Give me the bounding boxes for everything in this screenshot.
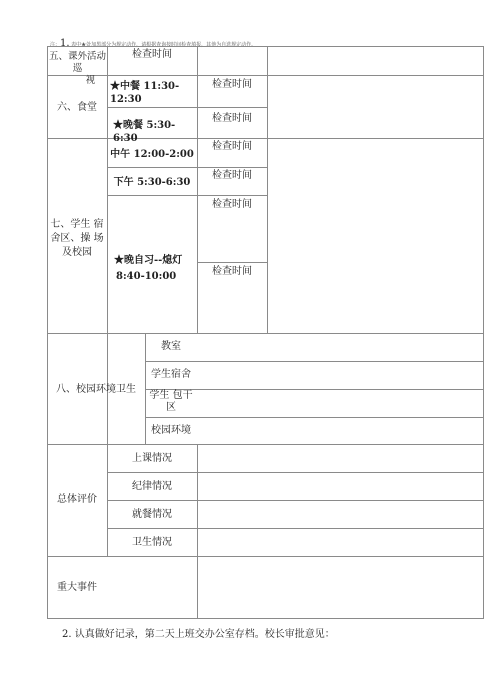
row-divider: [47, 75, 484, 76]
section-5-label-line1: 五、课外活动 巡: [48, 51, 106, 74]
note-prefix: 注：: [50, 42, 61, 48]
section-5-label-line2: 视: [85, 75, 96, 86]
dining-status-label: 就餐情况: [132, 509, 172, 520]
noon-time: 中午 12:00-2:00: [110, 149, 194, 160]
row-divider: [47, 444, 484, 445]
row-divider: [47, 556, 484, 557]
assigned-area-label: [145, 390, 197, 414]
row-divider: [107, 195, 267, 196]
dormitory-label: 学生宿舍: [151, 369, 191, 380]
section-7-label-line3: 及校园: [62, 247, 92, 258]
row-divider: [145, 361, 484, 362]
dinner-time: ★晚餐 5:30-6:30: [113, 120, 176, 144]
column-divider: [197, 444, 198, 619]
row-divider: [197, 262, 267, 263]
footer-note: 2. 认真做好记录，第二天上班交办公室存档。校长审批意见：: [62, 629, 335, 640]
overall-evaluation-label: 总体评价: [57, 494, 97, 505]
note-number: 1.: [60, 38, 70, 49]
row-divider: [107, 528, 484, 529]
major-events-label: 重大事件: [57, 582, 97, 593]
hygiene-status-label: 卫生情况: [132, 537, 172, 548]
section-7-label-line2: 舍区、操 场: [50, 233, 104, 244]
row-divider: [47, 333, 484, 334]
afternoon-time: 下午 5:30-6:30: [113, 177, 191, 188]
evening-check-time-2: 检查时间: [212, 266, 252, 277]
row-divider: [145, 417, 484, 418]
assigned-area-line1: 学生 包干: [149, 390, 193, 401]
evening-check-time-1: 检查时间: [212, 199, 252, 210]
lunch-check-time: 检查时间: [212, 79, 252, 90]
dinner-check-time: 检查时间: [212, 113, 252, 124]
assigned-area-line2: 区: [166, 402, 176, 413]
section-7-label: [47, 218, 107, 260]
section-7-label-line1: 七、学生 宿: [50, 219, 104, 230]
section-5-check-time: 检查时间: [132, 49, 172, 60]
evening-time-line2: 8:40-10:00: [116, 271, 177, 282]
row-divider: [107, 167, 267, 168]
class-status-label: 上课情况: [132, 453, 172, 464]
section-6-label: 六、食堂: [57, 102, 97, 113]
lunch-time: ★中餐 11:30-12:30: [110, 81, 180, 105]
evening-time: [114, 253, 197, 285]
classroom-label: 教室: [161, 341, 181, 352]
row-divider: [107, 472, 484, 473]
discipline-status-label: 纪律情况: [132, 481, 172, 492]
row-divider: [107, 107, 267, 108]
afternoon-check-time: 检查时间: [212, 170, 252, 181]
section-8-label: 八、校园环境卫生: [56, 384, 136, 395]
noon-check-time: 检查时间: [212, 141, 252, 152]
campus-environment-label: 校园环境: [151, 425, 191, 436]
row-divider: [107, 500, 484, 501]
section-5-label: [48, 51, 107, 87]
note-text: 表中★处加黑部分为规定动作，请根据查询按时间检查填报，其他为自选规定动作。: [71, 42, 257, 48]
evening-time-line1: ★晚自习--熄灯: [114, 255, 183, 266]
column-divider: [267, 46, 268, 333]
